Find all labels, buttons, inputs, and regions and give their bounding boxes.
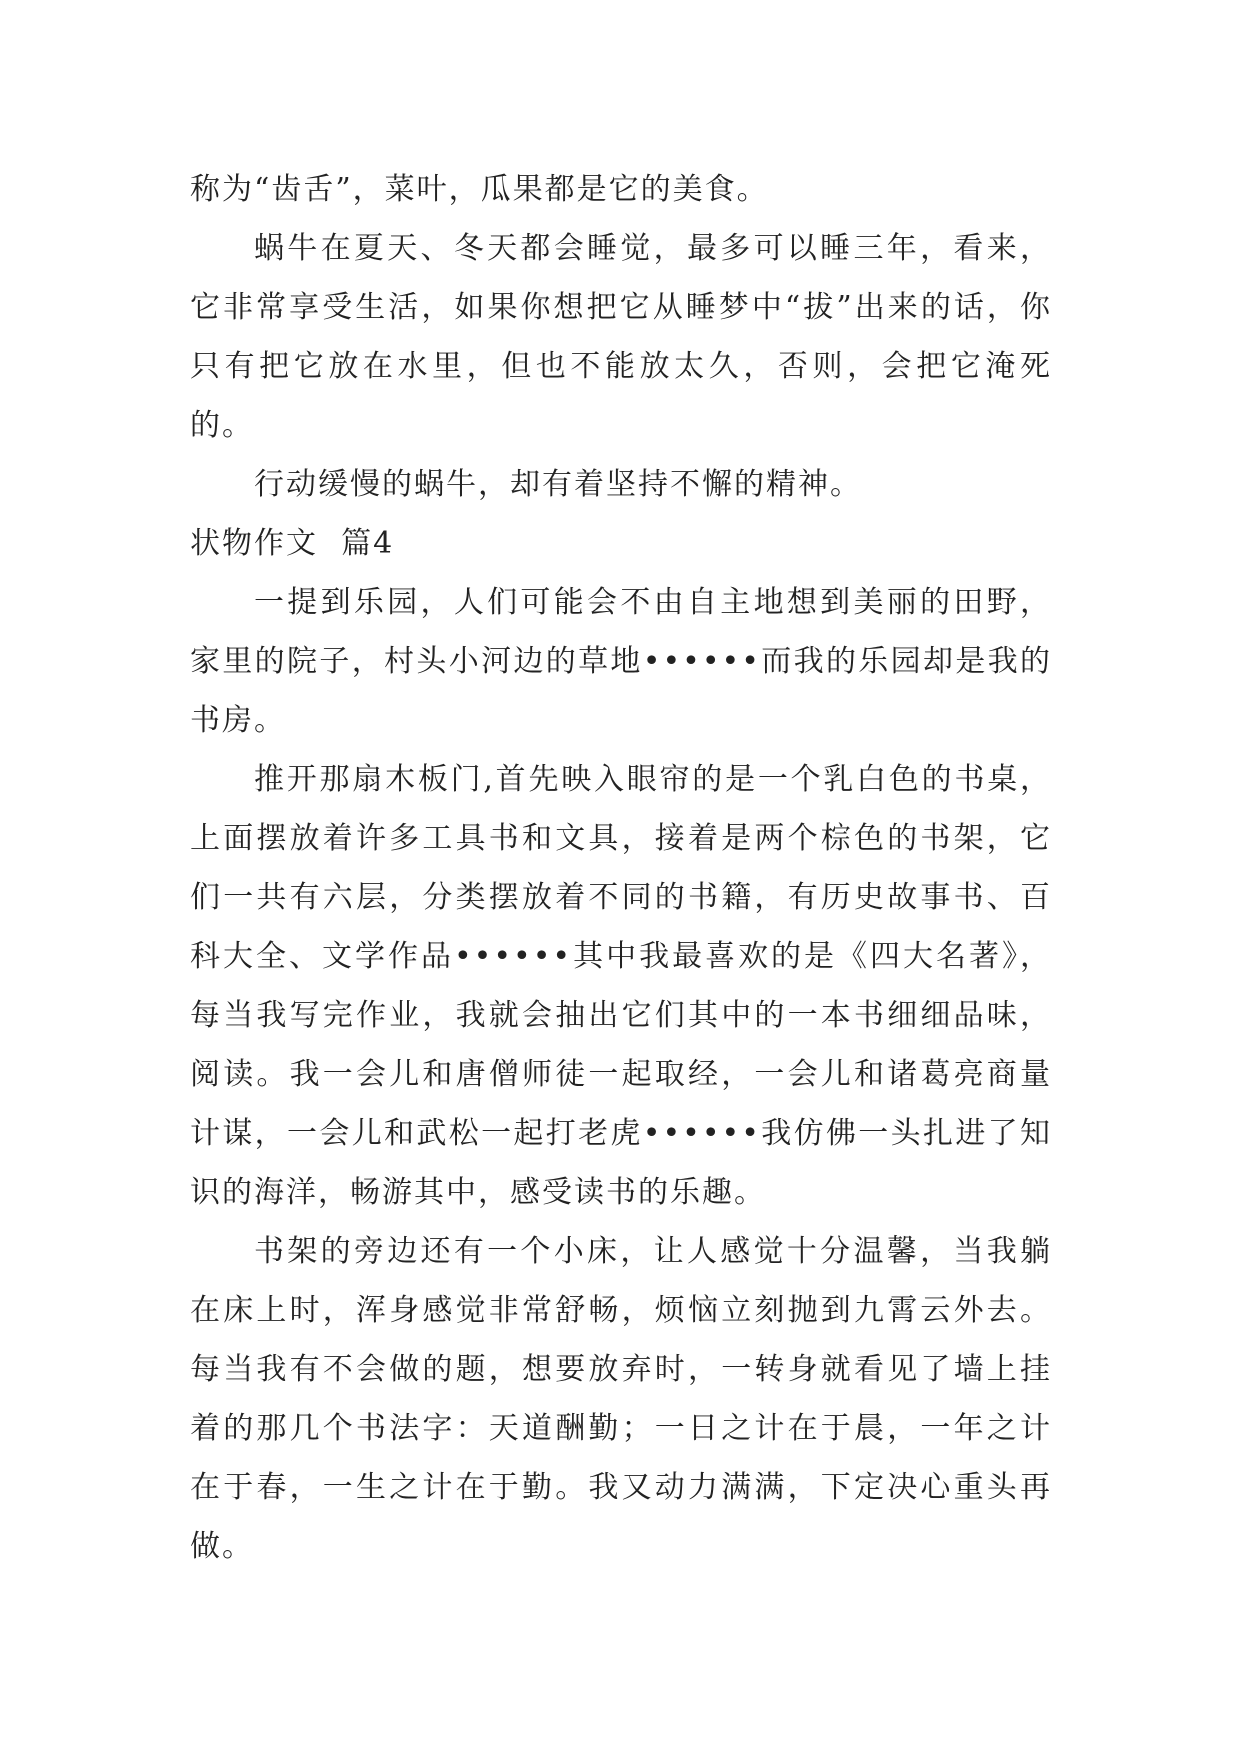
paragraph-snail-sleep: 蜗牛在夏天、冬天都会睡觉，最多可以睡三年，看来，它非常享受生活，如果你想把它从睡梦中“拔”出来的话，你只有把它放在水里，但也不能放太久，否则，会把它淹死的。: [190, 231, 1052, 443]
paragraph-snail-spirit: 行动缓慢的蜗牛，却有着坚持不懈的精神。: [254, 467, 862, 502]
section-heading: 状物作文 篇4: [190, 526, 395, 561]
paragraph-paradise-intro: 一提到乐园，人们可能会不由自主地想到美丽的田野，家里的院子，村头小河边的草地••••••而我的乐园却是我的书房。: [190, 585, 1052, 738]
document-page: [190, 160, 1052, 1576]
paragraph-snail-food: 称为“齿舌”，菜叶，瓜果都是它的美食。: [190, 172, 769, 207]
paragraph-study-room: 推开那扇木板门,首先映入眼帘的是一个乳白色的书桌，上面摆放着许多工具书和文具，接着是两个棕色的书架，它们一共有六层，分类摆放着不同的书籍，有历史故事书、百科大全、文学作品••••••其中我最喜欢的是《四大名著》，每当我写完作业，我就会抽出它们其中的一本书细细品味，阅读。我一会儿和唐僧师徒一起取经，一会儿和诸葛亮商量计谋，一会儿和武松一起打老虎••••••我仿佛一头扎进了知识的海洋，畅游其中，感受读书的乐趣。: [190, 762, 1052, 1210]
paragraph-small-bed: 书架的旁边还有一个小床，让人感觉十分温馨，当我躺在床上时，浑身感觉非常舒畅，烦恼立刻抛到九霄云外去。每当我有不会做的题，想要放弃时，一转身就看见了墙上挂着的那几个书法字：天道酬勤；一日之计在于晨，一年之计在于春，一生之计在于勤。我又动力满满，下定决心重头再做。: [190, 1234, 1052, 1564]
